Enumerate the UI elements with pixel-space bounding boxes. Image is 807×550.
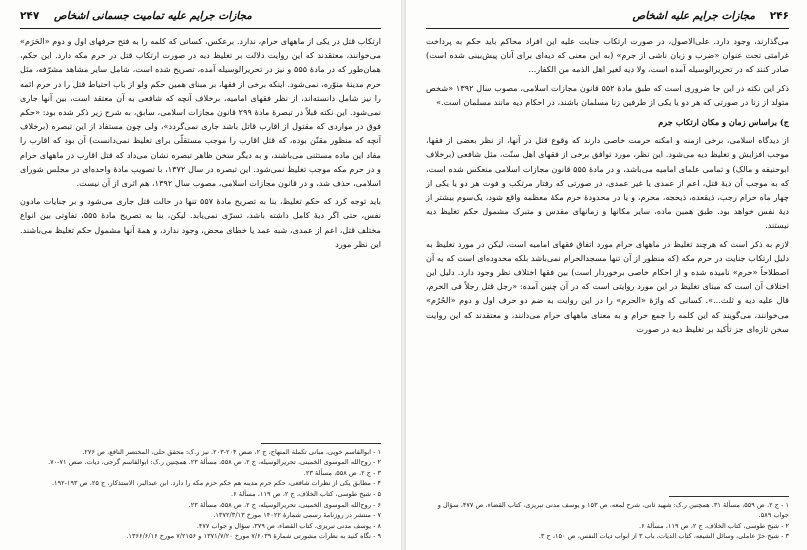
- paragraph: ذکر این نکته در این جا ضروری است که طبق مادهٔ ۵۵۲ قانون مجازات اسلامی، مصوب سال ۱۳۹۲ «شخص متولد از زنا در صورتی که هر دو یا یکی از طرفین زنا مسلمان باشند، در احکام دیه مانند مسلمان است.»: [426, 82, 789, 107]
- footnote-rule: [669, 496, 789, 497]
- running-title: مجازات جرایم علیه تمامیت جسمانی اشخاص: [54, 10, 252, 22]
- footnote: ۲ - شیخ طوسی، کتاب الخلاف، ج ۲، ص ۱۱۹، مسألهٔ ۶.: [638, 521, 789, 530]
- footnote: ۹ - نگاه کنید به نظرات مشورتی شمارهٔ ۷/۶۰۳۹ مورخ ۱۳۷۱/۷/۲۰ و ۷/۲۱۵۶ مورخ ۱۳۶۶/۶/۱۶.: [126, 532, 381, 541]
- footnote: ۳ - ج ۲، ص ۵۵۸، مسألهٔ ۲۳.: [303, 468, 381, 477]
- running-title: مجازات جرایم علیه اشخاص: [632, 10, 755, 22]
- left-page: [0, 0, 403, 550]
- footnote: ۳ - شیخ حرّ عاملی، وسائل الشیعه، کتاب الدیات، باب ۳ از ابواب دیات النفس، ص ۱۵۰، ح ۳.: [538, 532, 789, 541]
- footnote-rule: [261, 443, 381, 444]
- right-page-body: [426, 34, 789, 336]
- footnote: ۸ - یوسف مدنی تبریزی، کتاب القضاء، ص ۳۷۹، سؤال و جواب ۴۷۷.: [196, 521, 381, 530]
- paragraph: از دیدگاه اسلامی، برخی از‌منه و امکنه حرمت خاصی دارند که وقوع قتل در آنها، از نظر بعضی از فقها، موجب افزایش و تغلیظ دیه می‌شود. این نظر، مورد توافق برخی از فقهای اهل سنّت، مثل شافعی (برخلاف ابوحنیفه و مالک) و تمامی علمای امامیه می‌باشد، و در مادهٔ ۵۵۵ قانون مجازات اسلامی منعکس شده است، که به موجب آن دیهٔ قتل، اعم از عمدی یا غیر عمدی، در صورتی که رفتار مرتکب و فوت هر دو یا یکی از چهار ماه حرام رجب، ذیقعده، ذیحجه، محرم، و یا در محدودهٔ حرم مکهٔ معظمه واقع شود، یک‌سوم بیشتر از دیهٔ نفس خواهد بود. طبق همین ماده، سایر مکانها و زمانهای مقدس و متبرک مشمول حکم تغلیظ دیه نیستند.: [426, 135, 789, 231]
- paragraph: باید توجه کرد که حکم تغلیظ، بنا به تصریح مادهٔ ۵۵۷ تنها در حالت قتل جاری می‌شود و بر جنایات مادون نفس، حتی اگر دیهٔ کامل داشته باشد، تسرّی نمی‌یابد. لیکن، بنا به تصریح مادهٔ ۵۵۵، تفاوتی بین انواع مختلف قتل، اعم از عمدی، شبه عمد یا خطای محض، وجود ندارد، و همهٔ آنها مشمول حکم تغلیظ می‌باشند. این نظر مورد: [20, 196, 381, 249]
- paragraph: می‌گذارند، وجود دارد. علی‌الاصول، در صورت ارتکاب جنایت علیه این افراد محاکم باید حکم به پرداخت غرامتی تحت عنوان «ضرب و زبان ناشی از جرم» (به این معنی که دیه‌ای برای آنان پیش‌بینی شده است) صادر کنند که در تحریرالوسیله آمده است، ولا دیه لغیر اهل الذمه من الکفار...: [426, 36, 789, 75]
- paragraph: لازم به ذکر است که هرچند تغلیظ در ماههای حرام مورد اتفاق فقهای امامیه است، لیکن در مورد تغلیظ به دلیل ارتکاب جنایت در حرم مکه (که منظور از آن تنها مسجدالحرام نمی‌باشد بلکه محدوده‌ای است که به آن اصطلاحاً «حرم» نامیده شده و از احکام خاصی برخوردار است) بین فقها اختلاف نظر وجود دارد. دلیل این اختلاف آن است که مبنای تغلیظ در این مورد روایتی است که در آن چنین آمده: «رجل قتل رجلاً فی الحرم، قال علیه دیه و ثلث...». کسانی که واژهٔ «الحرم» را در این روایت به ضم دو حرف اول و دوم «الحُرُم» می‌خوانند، می‌گویند که این کلمه را جمع حرام و به معنای ماههای حرام می‌دانند، و معتقدند که این روایت سخن تازه‌ای جز تأکید بر تغلیظ دیه در صورت: [426, 238, 789, 334]
- left-page-header: [20, 10, 381, 29]
- footnote: ۵ - شیخ طوسی، کتاب الخلاف، ج ۲، ص ۱۱۹، مسألهٔ ۶.: [230, 490, 381, 499]
- right-page-header: [426, 10, 789, 29]
- section-heading: ج) براساس زمان و مکان ارتکاب جرم: [658, 117, 789, 128]
- footnotes: [426, 496, 789, 542]
- footnote: ۱ - ابوالقاسم خویی، مبانی تکملة المنهاج، ج ۲، صص ۲۰۴-۲۰۳. نیز ر.ک: محقق حلی، المختصر النافع، ص ۲۷۶.: [82, 447, 381, 456]
- footnote: ۶ - روح‌الله الموسوی الخمینی، تحریرالوسیله، ج ۲، ص ۵۵۸، مسألهٔ ۲۳.: [188, 500, 381, 509]
- footnote: ۴ - مطابق یکی از نظرات شافعی، حکم حرم مدینه هم حکم حرم مکه را دارد. ابن عبدالبر، الاستذکار، ج ۲۵، ص ۱۹۳-۱۹۲.: [51, 479, 381, 488]
- footnote: ۲ - روح‌الله الموسوی الخمینی، تحریرالوسیله، ج ۲، ص ۵۵۸، مسألهٔ ۲۳. همچنین ر.ک: ابوالقاسم گرجی، دیات، صص ۷۱-۷۰.: [48, 458, 381, 467]
- footnotes: [20, 443, 381, 542]
- left-page-body: [20, 34, 381, 251]
- footnote: ۷ - منتشر در روزنامهٔ رسمی شمارهٔ ۱۴۰۲۲ مورخ ۱۳۷۲/۳/۱۳.: [213, 511, 381, 520]
- page-number: ۲۴۶: [769, 10, 789, 22]
- right-page: [404, 0, 807, 550]
- paragraph: ارتکاب قتل در یکی از ماههای حرام، ندارد. برعکس، کسانی که کلمه را به فتح حرفهای اول و دوم «الحَرَم» می‌خوانند، معتقدند که این روایت دلالت بر تغلیظ دیه در صورت ارتکاب قتل در حرم مکه دارد. این حکم، همان‌طور که در مادهٔ ۵۵۵ و نیز در تحریرالوسیله آمده، تصریح شده است، شامل سایر مشاهد مشرّفه، مثل حرم مدینهٔ منوّره، نمی‌شود. اینکه برخی از فقها، بر مبنای همین حکم ولو از باب احتیاط قتل را در حرم ائمه را نیز شامل دانسته‌اند، از نظر فقهای امامیه، برخلاف آنچه که شافعی به آن معتقد است، بین آنها جاری نمی‌شود. این نکته قبلاً در تبصرهٔ مادهٔ ۲۹۹ قانون مجازات اسلامی، سابق، به شرح زیر ذکر شده بود: «حکم فوق در مواردی که مقتول از اقارب قاتل باشد جاری نمی‌گردد»، ولی چون مستفاد از این تبصره (برخلاف آنچه که منظور مقنّن بوده، که قتل اقارب را موجب مستقلّی برای تغلیظ نمی‌دانست) آن بود که اقارب را مفاد این ماده مستثنی می‌باشند، و به دیگر سخن ظاهر تبصره نشان می‌داد که قتل اقارب در ماههای حرام و در حرم مکه موجب تغلیظ نمی‌شود. این تبصره در سال ۱۳۷۲، با تصویب مادهٔ واحده‌ای در مجلس شورای اسلامی، حذف شد، و در قانون مجازات اسلامی، مصوب سال ۱۳۹۲، هم اثری از آن نیست.: [20, 36, 381, 189]
- footnote: ۱ - ج ۲، ص ۵۵۹، مسألهٔ ۳۱. همچنین ر.ک: شهید ثانی، شرح لمعه، ص ۱۵۳ و یوسف مدنی تبریزی، کتاب القضاء، ص ۴۷۷، سؤال و جواب ۵۸۹.: [437, 500, 789, 520]
- page-number: ۲۴۷: [20, 10, 40, 22]
